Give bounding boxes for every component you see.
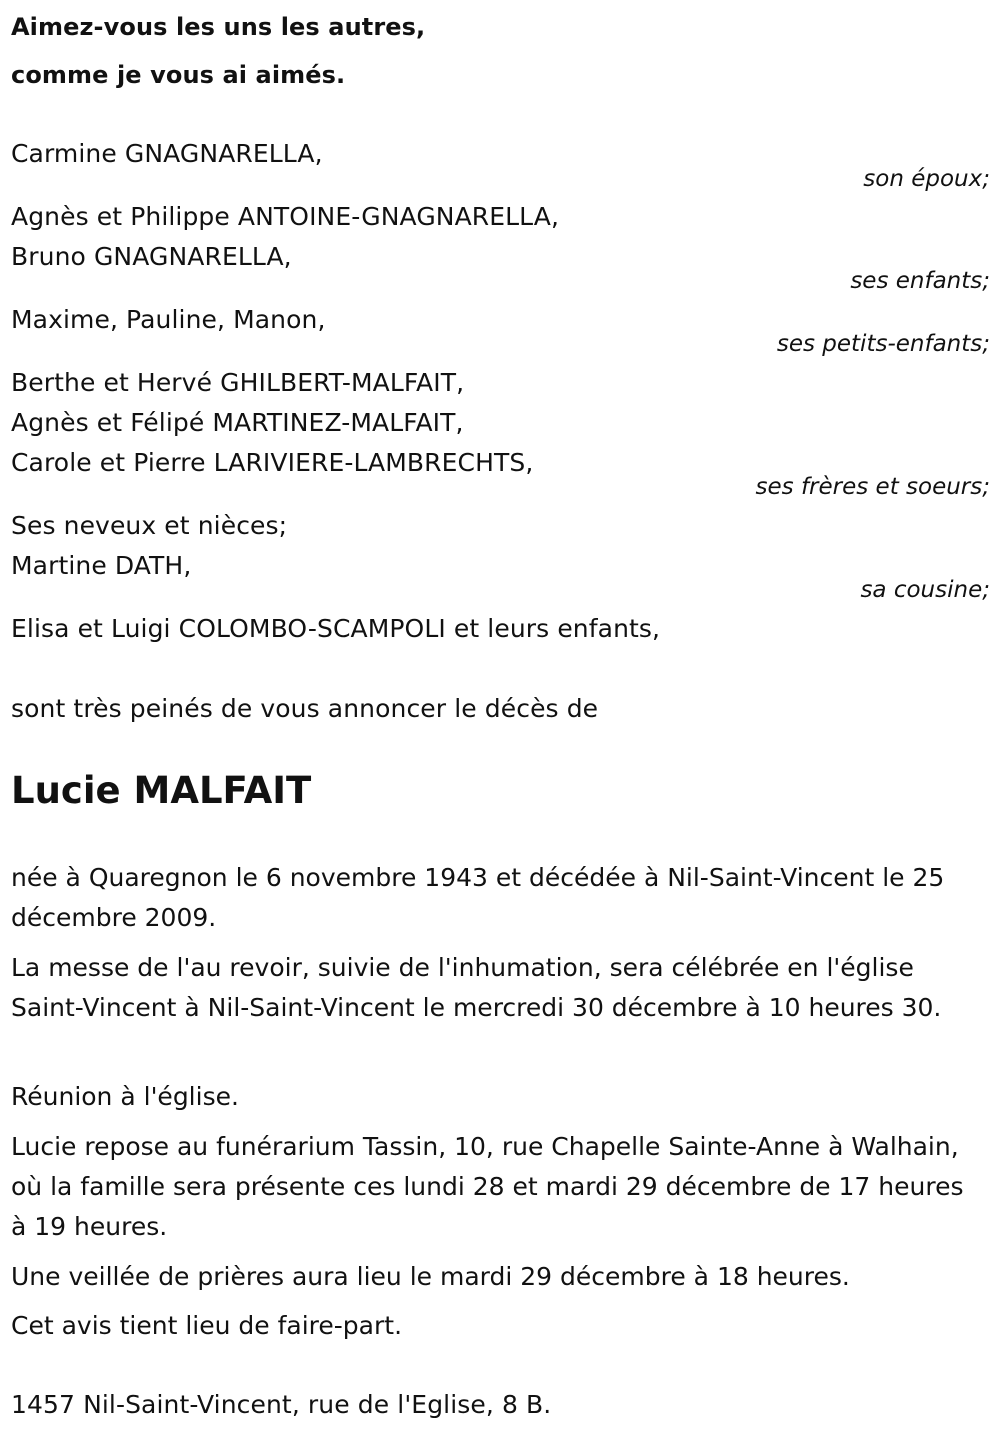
motto-line-2: comme je vous ai aimés. bbox=[11, 61, 346, 89]
meeting-paragraph: Réunion à l'église. bbox=[11, 1082, 239, 1111]
family-role: ses petits-enfants; bbox=[776, 331, 990, 357]
funerarium-paragraph: Lucie repose au funérarium Tassin, 10, rue Chapelle Sainte-Anne à Walhain, où la famille sera présente ces lundi 28 et mardi 29 décembre de 17 heures à 19 heures. bbox=[11, 1132, 964, 1241]
motto-line-1: Aimez-vous les uns les autres, bbox=[11, 13, 426, 41]
family-role: ses enfants; bbox=[850, 268, 990, 294]
family-name: Elisa et Luigi COLOMBO-SCAMPOLI et leurs enfants, bbox=[11, 614, 661, 643]
notice-paragraph: Cet avis tient lieu de faire-part. bbox=[11, 1311, 403, 1340]
family-name: Maxime, Pauline, Manon, bbox=[11, 305, 326, 334]
birth-death-paragraph: née à Quaregnon le 6 novembre 1943 et décédée à Nil-Saint-Vincent le 25 décembre 2009. bbox=[11, 863, 945, 932]
announcement-text: sont très peinés de vous annoncer le décès de bbox=[11, 694, 599, 723]
vigil-paragraph: Une veillée de prières aura lieu le mardi 29 décembre à 18 heures. bbox=[11, 1262, 850, 1291]
family-name: Carmine GNAGNARELLA, bbox=[11, 139, 323, 168]
family-name: Bruno GNAGNARELLA, bbox=[11, 242, 292, 271]
family-name: Berthe et Hervé GHILBERT-MALFAIT, bbox=[11, 368, 465, 397]
deceased-name: Lucie MALFAIT bbox=[11, 769, 312, 812]
family-role: sa cousine; bbox=[860, 577, 990, 603]
funeral-mass-paragraph: La messe de l'au revoir, suivie de l'inhumation, sera célébrée en l'église Saint-Vincent à Nil-Saint-Vincent le mercredi 30 décembre à 10 heures 30. bbox=[11, 953, 942, 1022]
address-line: 1457 Nil-Saint-Vincent, rue de l'Eglise, 8 B. bbox=[11, 1390, 552, 1419]
family-role: ses frères et soeurs; bbox=[755, 474, 990, 500]
family-name: Agnès et Philippe ANTOINE-GNAGNARELLA, bbox=[11, 202, 560, 231]
family-name: Carole et Pierre LARIVIERE-LAMBRECHTS, bbox=[11, 448, 534, 477]
family-name: Martine DATH, bbox=[11, 551, 192, 580]
family-name: Agnès et Félipé MARTINEZ-MALFAIT, bbox=[11, 408, 464, 437]
family-role: son époux; bbox=[863, 166, 990, 192]
family-name: Ses neveux et nièces; bbox=[11, 511, 288, 540]
